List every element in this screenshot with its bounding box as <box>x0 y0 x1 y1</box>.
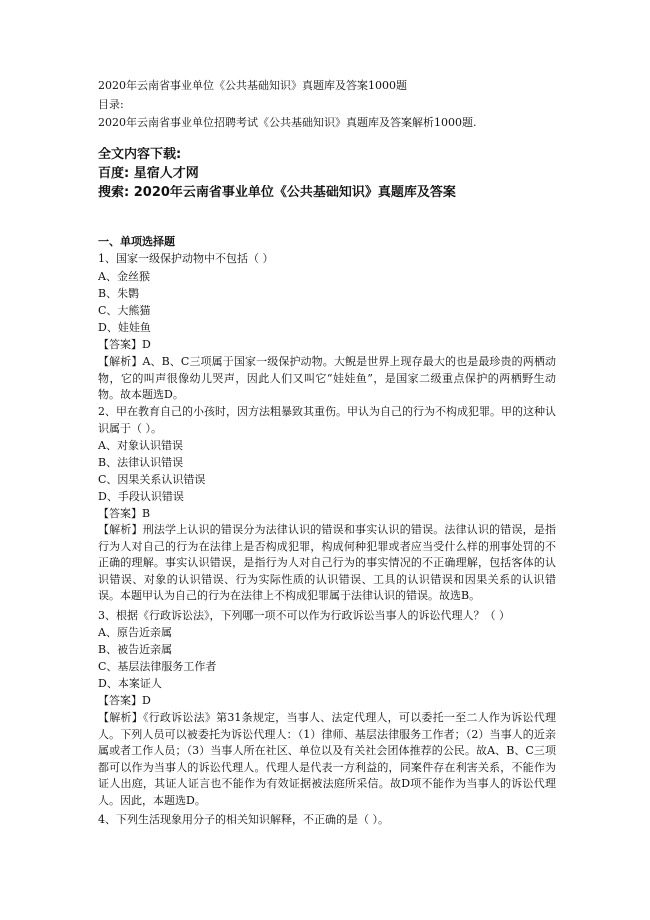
question-3-explanation: 【解析】《行政诉讼法》第31条规定，当事人、法定代理人，可以委托一至二人作为诉讼代理人。下列人员可以被委托为诉讼代理人：（1）律师、基层法律服务工作者；（2）当事人的近亲属或者工作人员；（3）当事人所在社区、单位以及有关社会团体推荐的公民。故A、B、C三项都可以作为当事人的诉讼代理人。代理人是代表一方利益的，同案件存在利害关系，不能作为证人出庭，其证人证言也不能作为有效证据被法庭所采信。故D项不能作为当事人的诉讼代理人。因此，本题选D。 <box>98 711 556 807</box>
question-1-option-c: C、大熊猫 <box>98 304 151 317</box>
question-3-option-c: C、基层法律服务工作者 <box>98 660 217 673</box>
question-2-answer: 【答案】B <box>98 507 151 520</box>
question-3-option-d: D、本案证人 <box>98 677 162 690</box>
question-2-option-b: B、法律认识错误 <box>98 456 184 469</box>
download-heading: 全文内容下载: <box>98 147 182 162</box>
download-search: 搜索: 2020年云南省事业单位《公共基础知识》真题库及答案 <box>98 185 456 200</box>
toc-label: 目录: <box>98 98 124 111</box>
question-1-stem: 1、国家一级保护动物中不包括（ ） <box>98 252 274 265</box>
question-2-option-d: D、手段认识错误 <box>98 490 184 503</box>
document-title: 2020年云南省事业单位《公共基础知识》真题库及答案1000题 <box>98 79 407 92</box>
download-baidu: 百度: 星宿人才网 <box>98 166 199 181</box>
question-2-explanation: 【解析】刑法学上认识的错误分为法律认识的错误和事实认识的错误。法律认识的错误，是指行为人对自己的行为在法律上是否构成犯罪，构成何种犯罪或者应当受什么样的刑事处罚的不正确的理解。事实认识错误，是指行为人对自己行为的事实情况的不正确理解，包括客体的认识错误、对象的认识错误、行为实际性质的认识错误、工具的认识错误和因果关系的认识错误。本题甲认为自己的行为在法律上不构成犯罪属于法律认识的错误。故选B。 <box>98 523 556 603</box>
question-4-stem: 4、下列生活现象用分子的相关知识解释，不正确的是（ ）。 <box>98 813 389 826</box>
question-1-explanation: 【解析】A、B、C三项属于国家一级保护动物。大鲵是世界上现存最大的也是最珍贵的两栖动物，它的叫声很像幼儿哭声，因此人们又叫它“娃娃鱼”，是国家二级重点保护的两栖野生动物。故本题选D。 <box>98 355 556 402</box>
question-3-option-a: A、原告近亲属 <box>98 626 172 639</box>
question-1-option-a: A、金丝猴 <box>98 270 150 283</box>
question-3-answer: 【答案】D <box>98 694 151 707</box>
section-title: 一、单项选择题 <box>98 235 175 248</box>
question-1-option-d: D、娃娃鱼 <box>98 321 151 334</box>
question-1-option-b: B、朱鹮 <box>98 287 140 300</box>
question-2-stem: 2、甲在教育自己的小孩时，因方法粗暴致其重伤。甲认为自己的行为不构成犯罪。甲的这种认识属于（ ）。 <box>98 405 556 435</box>
toc-item[interactable]: 2020年云南省事业单位招聘考试《公共基础知识》真题库及答案解析1000题. <box>98 116 477 129</box>
question-2-option-c: C、因果关系认识错误 <box>98 473 206 486</box>
question-3-option-b: B、被告近亲属 <box>98 643 173 656</box>
question-3-stem: 3、根据《行政诉讼法》，下列哪一项不可以作为行政诉讼当事人的诉讼代理人？（ ） <box>98 609 510 622</box>
question-2-option-a: A、对象认识错误 <box>98 439 183 452</box>
question-1-answer: 【答案】D <box>98 338 151 351</box>
